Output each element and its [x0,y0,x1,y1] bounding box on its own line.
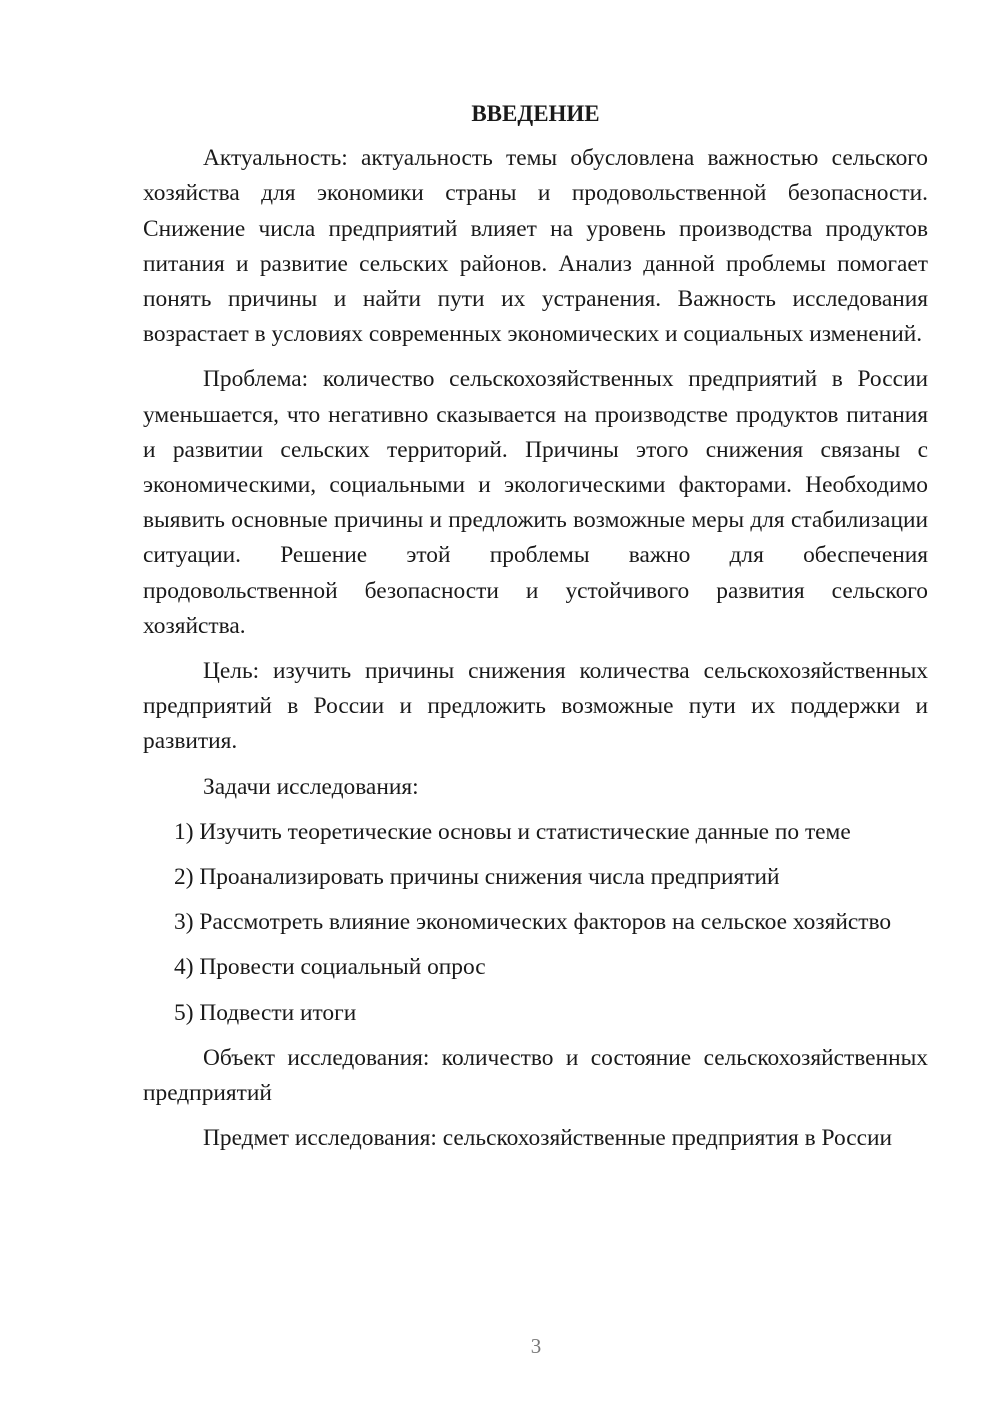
task-item: 4) Провести социальный опрос [174,954,486,981]
task-item: 3) Рассмотреть влияние экономических факторов на сельское хозяйство [174,909,892,936]
task-item: 1) Изучить теоретические основы и статистические данные по теме [174,818,851,845]
problem-paragraph: Проблема: количество сельскохозяйственных предприятий в России уменьшается, что негативно сказывается на производстве продуктов питания и развитии сельских территорий. Причины этого снижения связаны с экономическими, социальными и экологическими факторами. Необходимо выявить основные причины и предложить возможные меры для стабилизации ситуации. Решение этой проблемы важно для обеспечения продовольственной безопасности и устойчивого развития сельского хозяйства. [143,366,928,639]
task-item: 5) Подвести итоги [174,999,357,1026]
subject-paragraph: Предмет исследования: сельскохозяйственные предприятия в России [203,1125,893,1152]
object-paragraph: Объект исследования: количество и состояние сельскохозяйственных предприятий [143,1044,928,1107]
relevance-paragraph: Актуальность: актуальность темы обусловлена важностью сельского хозяйства для экономики страны и продовольственной безопасности. Снижение числа предприятий влияет на уровень производства продуктов питания и развитие сельских районов. Анализ данной проблемы помогает понять причины и найти пути их устранения. Важность исследования возрастает в условиях современных экономических и социальных изменений. [143,145,928,348]
goal-paragraph: Цель: изучить причины снижения количества сельскохозяйственных предприятий в России и предложить возможные пути их поддержки и развития. [143,658,928,755]
tasks-heading: Задачи исследования: [203,773,419,800]
document-body [143,96,928,1156]
task-item: 2) Проанализировать причины снижения числа предприятий [174,864,780,891]
page-number: 3 [530,1334,542,1358]
section-title: ВВЕДЕНИЕ [471,101,600,126]
